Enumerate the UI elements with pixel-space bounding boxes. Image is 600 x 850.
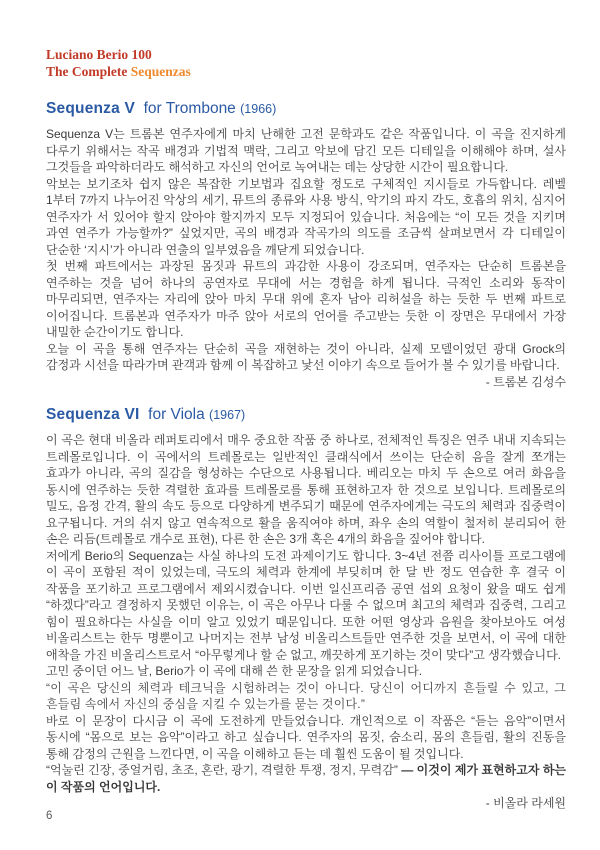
section-sequenza-v <box>46 99 566 390</box>
attribution-viola: - 비올라 라세원 <box>485 796 566 810</box>
section-title-sub: for Viola <box>148 406 205 423</box>
section-heading-sequenza-v <box>46 99 566 119</box>
paragraph: 고민 중이던 어느 날, Berio가 이 곡에 대해 쓴 한 문장을 읽게 되었습니다. <box>46 664 423 678</box>
paragraph: 바로 이 문장이 다시금 이 곡에 도전하게 만들었습니다. 개인적으로 이 작품은 “듣는 음악”이면서 동시에 “몸으로 보는 음악”이라고 하고 싶습니다. 연주자의 몸짓, 숨소리, 몸의 흔들림, 활의 진동을 통해 감정의 근원을 느낀다면, 이 곡을 이해하고 듣는 데 훨씬 도움이 될 것입니다. <box>46 713 566 761</box>
paragraph: 악보는 보기조차 쉽지 않은 복잡한 기보법과 집요할 정도로 구체적인 지시들로 가득합니다. 레벨 1부터 7까지 나누어진 악상의 세기, 뮤트의 종류와 사용 방식, 악기의 파지 각도, 호흡의 위치, 심지어 연주자가 서 있어야 할지 앉아야 할지까지 모두 지정되어 있습니다. 처음에는 “이 모든 것을 지키며 과연 연주가 가능할까?” 싶었지만, 곡의 배경과 작곡가의 의도를 조금씩 살펴보면서 각 디테일이 단순한 ‘지시’가 아니라 연출의 일부였음을 깨닫게 되었습니다. <box>46 176 566 257</box>
doc-title-line2 <box>46 63 566 80</box>
section-title-sub: for Trombone <box>143 100 236 117</box>
paragraph: 오늘 이 곡을 통해 연주자는 단순히 곡을 재현하는 것이 아니라, 실제 모델이었던 광대 Grock의 감정과 시선을 따라가며 관객과 함께 이 복잡하고 낯선 이야기 속으로 들어가 볼 수 있기를 바랍니다. <box>46 341 566 372</box>
doc-title-line1: Luciano Berio 100 <box>46 47 152 62</box>
section-body <box>46 432 566 812</box>
section-title-main: Sequenza VI <box>46 406 140 423</box>
page-number: 6 <box>46 810 53 822</box>
final-keywords-paragraph <box>46 762 566 795</box>
paragraph: 저에게 Berio의 Sequenza는 사실 하나의 도전 과제이기도 합니다. 3~4년 전쯤 리사이틀 프로그램에 이 곡이 포함된 적이 있었는데, 극도의 체력과 한계에 부딪히며 한 달 반 정도 연습한 후 결국 이 작품을 포기하고 프로그램에서 제외시켰습니다. 이번 일신프리즘 공연 섭외 요청이 왔을 때도 쉽게 “하겠다”라고 결정하지 못했던 이유는, 이 곡은 아무나 다룰 수 없으며 최고의 체력과 집중력, 그리고 힘이 필요하다는 사실을 이미 알고 있었기 때문입니다. 또한 어떤 영상과 음원을 찾아보아도 여성 비올리스트는 한두 명뿐이고 나머지는 전부 남성 비올리스트들만 연주한 것을 보면서, 이 곡에 대한 애착을 가진 비올리스트로서 “아무렇게나 할 순 없고, 깨끗하게 포기하는 것이 맞다”고 생각했습니다. <box>46 548 566 662</box>
final-quote-text: “억눌린 긴장, 중얼거림, 초조, 혼란, 광기, 격렬한 투쟁, 정지, 무력감” <box>46 763 398 777</box>
section-title-main: Sequenza V <box>46 100 135 117</box>
attribution-trombone: - 트롬본 김성수 <box>485 374 566 389</box>
doc-title-line2-prefix: The Complete <box>46 64 128 79</box>
section-body <box>46 126 566 390</box>
final-bold-text: — 이것이 제가 표현하고자 하는 이 작품의 언어입니다. <box>46 763 567 794</box>
doc-title-line2-accent: Sequenzas <box>130 64 191 79</box>
paragraph: 첫 번째 파트에서는 과장된 몸짓과 뮤트의 과감한 사용이 강조되며, 연주자는 단순히 트롬본을 연주하는 것을 넘어 하나의 공연자로 무대에 서는 경험을 하게 됩니다. 극적인 소리와 동작이 마무리되면, 연주자는 자리에 앉아 마치 무대 위에 혼자 남아 리허설을 하는 듯한 두 번째 파트로 이어집니다. 트롬본과 연주자가 마주 앉아 서로의 언어를 주고받는 듯한 이 장면은 무대에서 가장 내밀한 순간이기도 합니다. <box>46 259 566 339</box>
section-sequenza-vi <box>46 405 566 812</box>
section-title-year: (1967) <box>209 408 246 422</box>
doc-header <box>46 46 566 80</box>
berio-quote-paragraph: “이 곡은 당신의 체력과 테크닉을 시험하려는 것이 아니다. 당신이 어디까지 흔들릴 수 있고, 그 흔들림 속에서 자신의 중심을 지킬 수 있는가를 묻는 것이다.” <box>46 680 566 711</box>
paragraph: Sequenza V는 트롬본 연주자에게 마치 난해한 고전 문학과도 같은 작품입니다. 이 곡을 진지하게 다루기 위해서는 작곡 배경과 기법적 맥락, 그리고 악보에 담긴 모든 디테일을 이해해야 하며, 설사 그것들을 파악하더라도 해석하고 자신의 언어로 녹여내는 데는 상당한 시간이 필요합니다. <box>46 127 566 174</box>
paragraph: 이 곡은 현대 비올라 레퍼토리에서 매우 중요한 작품 중 하나로, 전체적인 특징은 연주 내내 지속되는 트레몰로입니다. 이 곡에서의 트레몰로는 일반적인 클래식에서 쓰이는 단순히 음을 잘게 쪼개는 효과가 아니라, 곡의 질감을 형성하는 수단으로 사용됩니다. 베리오는 마치 두 손으로 여러 화음을 동시에 연주하는 듯한 격렬한 효과를 트레몰로를 통해 표현하고자 한 것으로 보입니다. 트레몰로의 밀도, 음정 간격, 활의 속도 등으로 다양하게 변주되기 때문에 연주자에게는 극도의 체력과 집중력이 요구됩니다. 거의 쉬지 않고 연속적으로 활을 움직여야 하며, 좌우 손의 역할이 철저히 분리되어 한 손은 리듬(트레몰로 개수로 표현), 다른 한 손은 3개 혹은 4개의 화음을 짚어야 합니다. <box>46 433 566 546</box>
section-heading-sequenza-vi <box>46 405 566 425</box>
section-title-year: (1966) <box>240 102 277 116</box>
